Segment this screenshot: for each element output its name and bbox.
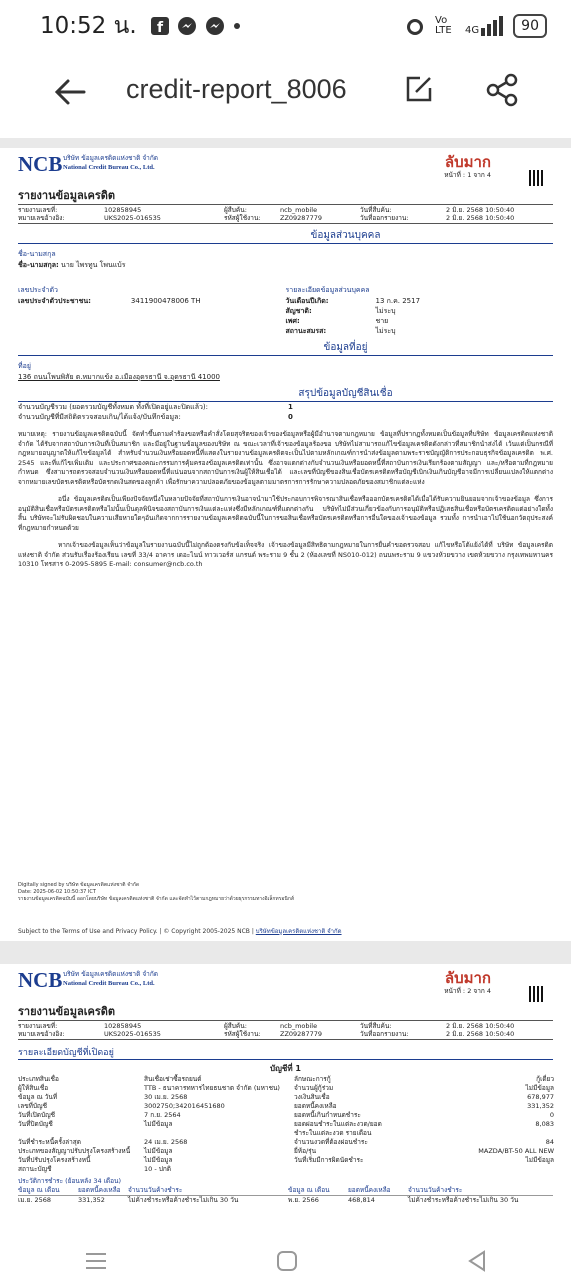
share-icon[interactable] xyxy=(484,72,520,108)
report-title: รายงานข้อมูลเครดิต xyxy=(18,189,116,202)
pdf-page-2: NCB บริษัท ข้อมูลเครดิตแห่งชาติ จำกัด National Credit Bureau Co., Ltd. ลับมาก หน้าที่ : 2 จาก 4 รายงานข้อมูลเครดิต รายงานเลขที่: 102858945 ผู้สืบค้น: ncb_mobile วันที่สืบค้น: 2 มิ.ย. 2568 10:50:40 หมายเลขอ้างอิง: UKS2025-016535 รหัสผู้ใช้งาน: ZZ09287779 วันที่ออกรายงาน: 2 มิ.ย. 2568 10:50:40 รายละเอียดบัญชีที่เปิดอยู่ บัญชีที่ 1 ประเภทสินเชื่อ สินเชื่อเช่าซื้อรถยนต์ ลักษณะการกู้ กู้เดี่ยว ผู้ให้สินเชื่อ TTB - ธนาคารทหารไทยธนชาต จำกัด (มหาชน) จำนวนผู้กู้ร่วม ไม่มีข้อมูล ข้อมูล ณ วันที่ 30 เม.ย. 2568 วงเงินสินเชื่อ 678,977 เลขที่บัญชี 3002750;342016451680 ยอดหนี้คงเหลือ 331,352 วันที่เปิดบัญชี 7 ก.ย. 2564 ยอดหนี้เกินกำหนดชำระ 0 วันที่ปิดบัญชี ไม่มีข้อมูล ยอดผ่อนชำระในแต่ละงวด/ยอดชำระในแต่ละงวด รายเดือน 8,083 วันที่ชำระหนี้ครั้งล่าสุด 24 เม.ย. 2568 จำนวนงวดที่ต้องผ่อนชำระ 84 ประเภทของสัญญาปรับปรุงโครงสร้างหนี้ ไม่มีข้อมูล ยี่ห้อ/รุ่น MAZDA/BT-50 ALL NEW วันที่ปรับปรุงโครงสร้างหนี้ ไม่มีข้อมูล วันที่เริ่มมีการผิดนัดชำระ ไม่มีข้อมูล สถานะบัญชี 10 - ปกติ ประวัติการชำระ (ย้อนหลัง 34 เดือน) ข้อมูล ณ เดือน ยอดหนี้คงเหลือ จำนวนวันค้างชำระ ข้อมูล ณ เดือน ยอดหนี้คงเหลือ จำนวนวันค้างชำระ เม.ย. 2568 331,352 ไม่ค้างชำระหรือค้างชำระไม่เกิน 30 วัน พ.ย. 2566 468,814 ไม่ค้างชำระหรือค้างชำระไม่เกิน 30 วัน xyxy=(0,964,571,1242)
messenger-icon-2 xyxy=(205,16,225,36)
confidential-stamp-2: ลับมาก xyxy=(444,969,491,987)
document-title: credit-report_8006 xyxy=(126,74,347,104)
confidential-stamp: ลับมาก xyxy=(444,153,491,171)
status-time: 10:52 น. xyxy=(40,13,137,39)
document-viewer[interactable] xyxy=(0,138,571,1242)
note-paragraph-2: อนึ่ง ข้อมูลเครดิตเป็นเพียงปัจจัยหนึ่งในหลายปัจจัยที่สถาบันการเงินอาจนำมาใช้ประกอบการพิจารณาสินเชื่อหรือออกบัตรเครดิตได้เมื่อได้รับความยินยอมจากเจ้าของข้อมูล ซึ่งการอนุมัติสินเชื่อหรือบัตรเครดิตหรือไม่นั้นเป็นดุลพินิจของสถาบันการเงินแต่ละแห่งซึ่งมีหลักเกณฑ์ที่แตกต่างกัน บริษัทไม่มีส่วนเกี่ยวข้องกับการอนุมัติหรือปฏิเสธสินเชื่อหรือบัตรเครดิตแต่อย่างใดทั้งสิ้น บริษัทจะไม่รับผิดชอบในความเสียหายใดๆอันเกิดจากการรายงานข้อมูลเครดิตฉบับนี้ในการขอสินเชื่อหรือบัตรเครดิตหรือการอื่นใดของเจ้าของข้อมูล รวมทั้ง การนำเอาไปใช้นอกวัตถุประสงค์ที่กฎหมายกำหนดด้วย xyxy=(18,495,553,532)
company-name: บริษัท ข้อมูลเครดิตแห่งชาติ จำกัด National Credit Bureau Co., Ltd. xyxy=(63,154,158,171)
page-number-2: หน้าที่ : 2 จาก 4 xyxy=(444,987,491,995)
home-icon[interactable] xyxy=(276,1250,298,1272)
page-footer: Subject to the Terms of Use and Privacy Policy. | © Copyright 2005-2025 NCB | บริษัทข้อมูลเครดิตแห่งชาติ จำกัด xyxy=(18,928,342,935)
volte-indicator: Vo LTE xyxy=(435,15,452,36)
battery-indicator: 90 xyxy=(513,14,547,38)
table-row: เม.ย. 2568 331,352 ไม่ค้างชำระหรือค้างชำระไม่เกิน 30 วัน พ.ย. 2566 468,814 ไม่ค้างชำระหรือค้างชำระไม่เกิน 30 วัน xyxy=(18,1196,519,1204)
notification-icons xyxy=(151,16,241,36)
qr-code-icon-2 xyxy=(529,986,545,1002)
payment-history-title: ประวัติการชำระ (ย้อนหลัง 34 เดือน) xyxy=(18,1177,122,1185)
digital-signature: Digitally signed by บริษัท ข้อมูลเครดิตแห่งชาติ จำกัด Date: 2025-06-02 10:50:37 ICT รายงานข้อมูลเครดิตฉบับนี้ ออกโดยบริษัท ข้อมูลเครดิตแห่งชาติ จำกัด และจัดทำไว้ตามกฎหมายว่าด้วยธุรกรรมทางอิเล็กทรอนิกส์ xyxy=(18,882,294,902)
account-title: บัญชีที่ 1 xyxy=(270,1064,301,1073)
open-accounts-section: รายละเอียดบัญชีที่เปิดอยู่ xyxy=(18,1045,553,1060)
pdf-page-1: NCB บริษัท ข้อมูลเครดิตแห่งชาติ จำกัด National Credit Bureau Co., Ltd. ลับมาก หน้าที่ : 1 จาก 4 รายงานข้อมูลเครดิต รายงานเลขที่: 102858945 ผู้สืบค้น: ncb_mobile วันที่สืบค้น: 2 มิ.ย. 2568 10:50:40 หมายเลขอ้างอิง: UKS2025-016535 รหัสผู้ใช้งาน: ZZ09287779 วันที่ออกรายงาน: 2 มิ.ย. 2568 10:50:40 ข้อมูลส่วนบุคคล ชื่อ-นามสกุล ชื่อ-นามสกุล: นาย ไพรทูน โพนแบ้ร เลขประจำตัว เลขประจำตัวประชาชน: 3411900478006 TH รายละเอียดข้อมูลส่วนบุคคล วันเดือนปีเกิด: 13 ก.ค. 2517 สัญชาติ: ไม่ระบุ เพศ: ชาย สถานะสมรส: ไม่ระบุ ข้อมูลที่อยู่ ที่อยู่ 136 ถนนโพนพิสัย ต.หมากแข้ง อ.เมืองอุดรธานี จ.อุดรธานี 41000 สรุปข้อมูลบัญชีสินเชื่อ จำนวนบัญชีรวม (ยอดรวมบัญชีทั้งหมด ทั้งที่เปิดอยู่และปิดแล้ว): 1 จำนวนบัญชีที่มีสถิติตรวจสอบเกิน/ได้แจ้ง/บันทึกข้อมูล: 0 หมายเหตุ: รายงานข้อมูลเครดิตฉบับนี้ จัดทำขึ้นตามคำร้องขอหรือคำสั่งโดยสุจริตของเจ้าของข้อมูลหรือผู้มีอำนาจตามกฎหมาย ข้อมูลที่ปรากฏทั้งหมดเป็นข้อมูลที่บริษัท ข้อมูลเครดิตแห่งชาติ จำกัด ได้รับจากสถาบันการเงินที่เป็นสมาชิก และมีอยู่ในฐานข้อมูลของบริษัท ณ ขณะเวลาที่เจ้าของข้อมูลร้องขอ บริษัทไม่สามารถแก้ไขข้อมูลเครดิตดังกล่าวที่สมาชิกนำส่งได้ เว้นแต่เป็นกรณีที่กฎหมายอนุญาตให้แก้ไขข้อมูลได้ สำหรับจำนวนเงินหรือยอดหนี้ที่แสดงในรายงานข้อมูลเครดิตจะเป็นไปตามหลักเกณฑ์การนำส่งข้อมูลตามพระราชบัญญัติการประกอบธุรกิจข้อมูลเครดิต พ.ศ. 2545 และที่แก้ไขเพิ่มเติม และประกาศของคณะกรรมการคุ้มครองข้อมูลเครดิตเท่านั้น ซึ่งอาจแตกต่างกับจำนวนเงินหรือยอดหนี้ที่สถาบันการเงินเรียกร้องตามสัญญา และ/หรือตามที่กฎหมายกำหนด ซึ่งสามารถตรวจสอบจำนวนเงินหรือยอดหนี้ที่แน่นอนจากสถาบันการเงินผู้ให้สินเชื่อได้ และเลขที่บัญชีของสินเชื่อบัตรเครดิตหรือบัญชีเบิกเงินเกินบัญชีอาจมีการเปลี่ยนแปลงให้แตกต่างจากหมายเลขบัตรเครดิตหรือบัตรกดเงินสดของลูกค้า เพื่อรักษาความปลอดภัยของข้อมูลตามมาตรการการรักษาความปลอดภัยของสมาชิกแต่ละแห่ง อนึ่ง ข้อมูลเครดิตเป็นเพียงปัจจัยหนึ่งในหลายปัจจัยที่สถาบันการเงินอาจนำมาใช้ประกอบการพิจารณาสินเชื่อหรือออกบัตรเครดิตได้เมื่อได้รับความยินยอมจากเจ้าของข้อมูล ซึ่งการอนุมัติสินเชื่อหรือบัตรเครดิตหรือไม่นั้นเป็นดุลพินิจของสถาบันการเงินแต่ละแห่งซึ่งมีหลักเกณฑ์ที่แตกต่างกัน บริษัทไม่มีส่วนเกี่ยวข้องกับการอนุมัติหรือปฏิเสธสินเชื่อหรือบัตรเครดิตแต่อย่างใดทั้งสิ้น บริษัทจะไม่รับผิดชอบในความเสียหายใดๆอันเกิดจากการรายงานข้อมูลเครดิตฉบับนี้ในการขอสินเชื่อหรือบัตรเครดิตหรือการอื่นใดของเจ้าของข้อมูล รวมทั้ง การนำเอาไปใช้นอกวัตถุประสงค์ที่กฎหมายกำหนดด้วย หากเจ้าของข้อมูลเห็นว่าข้อมูลในรายงานฉบับนี้ไม่ถูกต้องตรงกับข้อเท็จจริง เจ้าของข้อมูลมีสิทธิตามกฎหมายในการยื่นคำขอตรวจสอบ แก้ไขหรือโต้แย้งได้ที่ บริษัท ข้อมูลเครดิตแห่งชาติ จำกัด ส่วนรับเรื่องร้องเรียน เลขที่ 33/4 อาคาร เดอะไนน์ ทาวเวอร์ส แกรนด์ พระราม 9 ชั้น 2 (ห้องเลขที่ NS010-012) ถนนพระราม 9 แขวงห้วยขวาง เขตห้วยขวาง กรุงเทพมหานคร 10310 โทรสาร 0-2095-5895 E-mail: consumer@ncb.co.th Digitally signed by บริษัท ข้อมูลเครดิตแห่งชาติ จำกัด Date: 2025-06-02 10:50:37 ICT รายงานข้อมูลเครดิตฉบับนี้ ออกโดยบริษัท ข้อมูลเครดิตแห่งชาติ จำกัด และจัดทำไว้ตามกฎหมายว่าด้วยธุรกรรมทางอิเล็กทรอนิกส์ Subject to the Terms of Use and Privacy Policy. | © Copyright 2005-2025 NCB | บริษัทข้อมูลเครดิตแห่งชาติ จำกัด xyxy=(0,148,571,941)
alarm-icon xyxy=(405,16,425,36)
id-number: เลขประจำตัวประชาชน: 3411900478006 TH xyxy=(18,297,201,305)
address-value: 136 ถนนโพนพิสัย ต.หมากแข้ง อ.เมืองอุดรธานี จ.อุดรธานี 41000 xyxy=(18,373,220,381)
status-bar xyxy=(0,0,571,52)
history-header: ข้อมูล ณ เดือน ยอดหนี้คงเหลือ จำนวนวันค้างชำระ ข้อมูล ณ เดือน ยอดหนี้คงเหลือ จำนวนวันค้างชำระ xyxy=(18,1186,553,1196)
footer-link[interactable]: บริษัทข้อมูลเครดิตแห่งชาติ จำกัด xyxy=(255,928,342,935)
ncb-logo-2: NCB xyxy=(18,968,63,992)
back-arrow-icon[interactable] xyxy=(50,72,90,112)
id-detail-row: เลขประจำตัว เลขประจำตัวประชาชน: 3411900478006 TH รายละเอียดข้อมูลส่วนบุคคล วันเดือนปีเกิด: 13 ก.ค. 2517 สัญชาติ: ไม่ระบุ เพศ: ชาย สถานะสมรส: ไม่ระบุ xyxy=(18,280,553,336)
messenger-icon xyxy=(177,16,197,36)
account-details: ประเภทสินเชื่อ สินเชื่อเช่าซื้อรถยนต์ ลักษณะการกู้ กู้เดี่ยว ผู้ให้สินเชื่อ TTB - ธนาคารทหารไทยธนชาต จำกัด (มหาชน) จำนวนผู้กู้ร่วม ไม่มีข้อมูล ข้อมูล ณ วันที่ 30 เม.ย. 2568 วงเงินสินเชื่อ 678,977 เลขที่บัญชี 3002750;342016451680 ยอดหนี้คงเหลือ 331,352 วันที่เปิดบัญชี 7 ก.ย. 2564 ยอดหนี้เกินกำหนดชำระ 0 วันที่ปิดบัญชี ไม่มีข้อมูล ยอดผ่อนชำระในแต่ละงวด/ยอดชำระในแต่ละงวด รายเดือน 8,083 วันที่ชำระหนี้ครั้งล่าสุด 24 เม.ย. 2568 จำนวนงวดที่ต้องผ่อนชำระ 84 ประเภทของสัญญาปรับปรุงโครงสร้างหนี้ ไม่มีข้อมูล ยี่ห้อ/รุ่น MAZDA/BT-50 ALL NEW วันที่ปรับปรุงโครงสร้างหนี้ ไม่มีข้อมูล วันที่เริ่มมีการผิดนัดชำระ ไม่มีข้อมูล สถานะบัญชี 10 - ปกติ xyxy=(18,1075,554,1173)
qr-code-icon xyxy=(529,170,545,186)
note-paragraph-3: หากเจ้าของข้อมูลเห็นว่าข้อมูลในรายงานฉบับนี้ไม่ถูกต้องตรงกับข้อเท็จจริง เจ้าของข้อมูลมีสิทธิตามกฎหมายในการยื่นคำขอตรวจสอบ แก้ไขหรือโต้แย้งได้ที่ บริษัท ข้อมูลเครดิตแห่งชาติ จำกัด ส่วนรับเรื่องร้องเรียน เลขที่ 33/4 อาคาร เดอะไนน์ ทาวเวอร์ส แกรนด์ พระราม 9 ชั้น 2 (ห้องเลขที่ NS010-012) ถนนพระราม 9 แขวงห้วยขวาง เขตห้วยขวาง กรุงเทพมหานคร 10310 โทรสาร 0-2095-5895 E-mail: consumer@ncb.co.th xyxy=(18,541,553,568)
personal-details: วันเดือนปีเกิด: 13 ก.ค. 2517 สัญชาติ: ไม่ระบุ เพศ: ชาย สถานะสมรส: ไม่ระบุ xyxy=(285,297,421,335)
dot-icon xyxy=(233,22,241,30)
page-header-2: NCB บริษัท ข้อมูลเครดิตแห่งชาติ จำกัด National Credit Bureau Co., Ltd. ลับมาก หน้าที่ : 2 จาก 4 xyxy=(18,964,553,1002)
facebook-icon xyxy=(151,17,169,35)
note-paragraph-1: หมายเหตุ: รายงานข้อมูลเครดิตฉบับนี้ จัดทำขึ้นตามคำร้องขอหรือคำสั่งโดยสุจริตของเจ้าของข้อมูลหรือผู้มีอำนาจตามกฎหมาย ข้อมูลที่ปรากฏทั้งหมดเป็นข้อมูลที่บริษัท ข้อมูลเครดิตแห่งชาติ จำกัด ได้รับจากสถาบันการเงินที่เป็นสมาชิก และมีอยู่ในฐานข้อมูลของบริษัท ณ ขณะเวลาที่เจ้าของข้อมูลร้องขอ บริษัทไม่สามารถแก้ไขข้อมูลเครดิตดังกล่าวที่สมาชิกนำส่งได้ เว้นแต่เป็นกรณีที่กฎหมายอนุญาตให้แก้ไขข้อมูลได้ สำหรับจำนวนเงินหรือยอดหนี้ที่แสดงในรายงานข้อมูลเครดิตจะเป็นไปตามหลักเกณฑ์การนำส่งข้อมูลตามพระราชบัญญัติการประกอบธุรกิจข้อมูลเครดิต พ.ศ. 2545 และที่แก้ไขเพิ่มเติม และประกาศของคณะกรรมการคุ้มครองข้อมูลเครดิตเท่านั้น ซึ่งอาจแตกต่างกับจำนวนเงินหรือยอดหนี้ที่สถาบันการเงินเรียกร้องตามสัญญา และ/หรือตามที่กฎหมายกำหนด ซึ่งสามารถตรวจสอบจำนวนเงินหรือยอดหนี้ที่แน่นอนจากสถาบันการเงินผู้ให้สินเชื่อได้ และเลขที่บัญชีของสินเชื่อบัตรเครดิตหรือบัญชีเบิกเงินเกินบัญชีอาจมีการเปลี่ยนแปลงให้แตกต่างจากหมายเลขบัตรเครดิตหรือบัตรกดเงินสดของลูกค้า เพื่อรักษาความปลอดภัยของข้อมูลตามมาตรการการรักษาความปลอดภัยของสมาชิกแต่ละแห่ง xyxy=(18,430,553,486)
name-row: ชื่อ-นามสกุล: นาย ไพรทูน โพนแบ้ร xyxy=(18,261,126,269)
section-address: ข้อมูลที่อยู่ xyxy=(18,340,553,356)
section-personal: ข้อมูลส่วนบุคคล xyxy=(18,228,553,244)
system-nav-bar xyxy=(0,1242,571,1280)
recents-icon[interactable] xyxy=(84,1251,108,1271)
summary-table: จำนวนบัญชีรวม (ยอดรวมบัญชีทั้งหมด ทั้งที่เปิดอยู่และปิดแล้ว): 1 จำนวนบัญชีที่มีสถิติตรวจสอบเกิน/ได้แจ้ง/บันทึกข้อมูล: 0 xyxy=(18,403,293,421)
app-bar xyxy=(0,52,571,132)
back-icon[interactable] xyxy=(467,1250,487,1272)
section-summary: สรุปข้อมูลบัญชีสินเชื่อ xyxy=(18,386,553,402)
signal-indicator: 4G xyxy=(465,16,503,36)
name-section-label: ชื่อ-นามสกุล xyxy=(18,250,56,258)
svg-text:f: f xyxy=(156,20,163,35)
page-number: หน้าที่ : 1 จาก 4 xyxy=(444,171,491,179)
edit-icon[interactable] xyxy=(404,74,434,104)
report-meta: รายงานเลขที่: 102858945 ผู้สืบค้น: ncb_mobile วันที่สืบค้น: 2 มิ.ย. 2568 10:50:40 หมายเลขอ้างอิง: UKS2025-016535 รหัสผู้ใช้งาน: ZZ09287779 วันที่ออกรายงาน: 2 มิ.ย. 2568 10:50:40 xyxy=(18,204,553,224)
ncb-logo: NCB xyxy=(18,152,63,176)
page-header xyxy=(18,148,553,186)
